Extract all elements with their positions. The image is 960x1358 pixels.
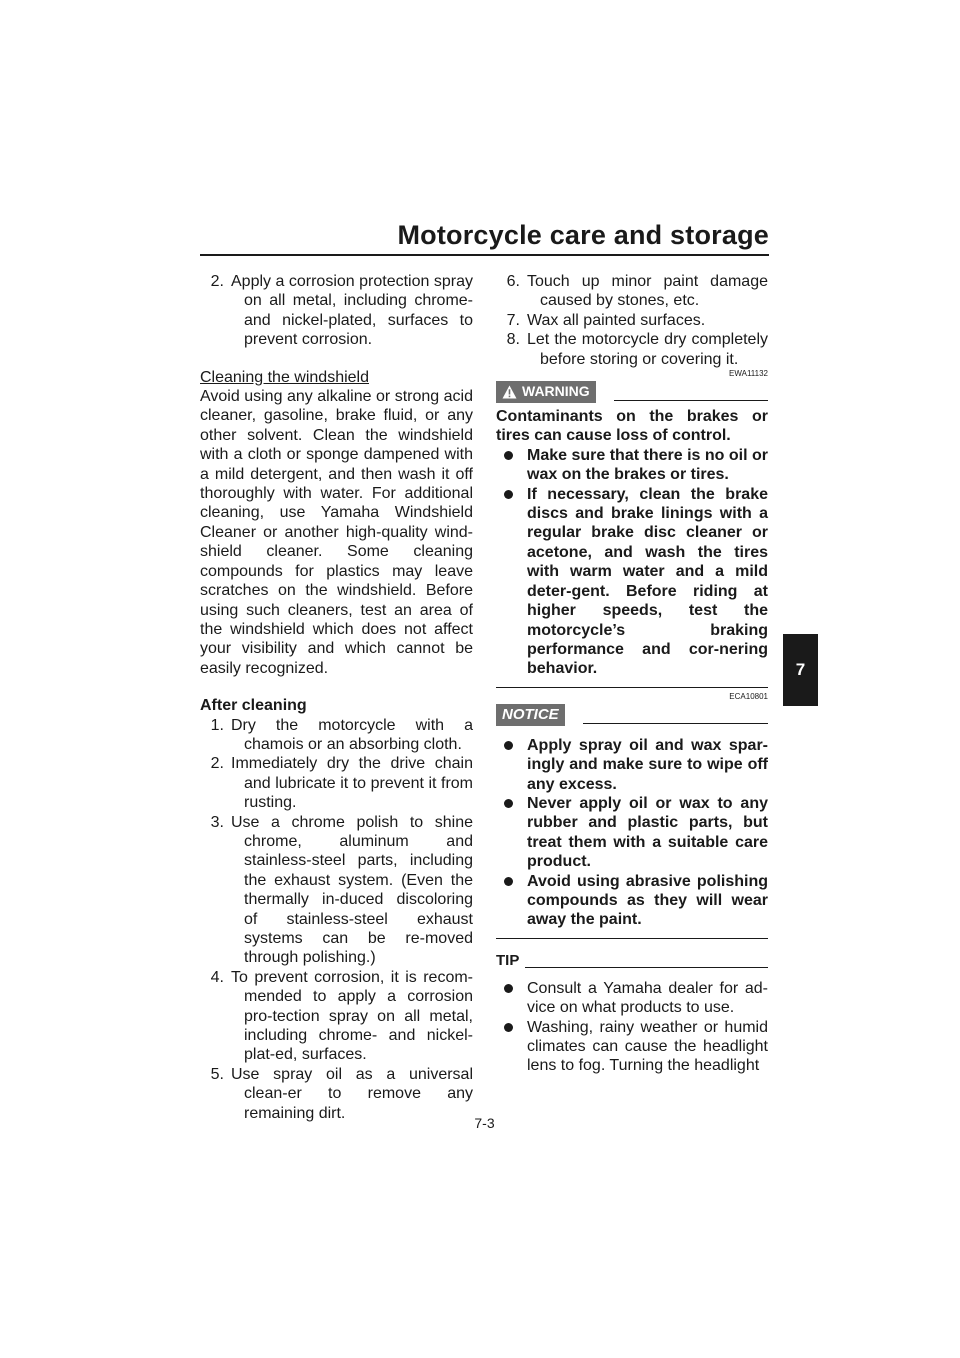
tip-header-rule (525, 967, 768, 968)
tip-label: TIP (496, 951, 520, 969)
warning-triangle-icon (502, 385, 517, 399)
tip-bullet-text: Washing, rainy weather or humid climates can cause the headlight lens to fog. Turning the headlight (527, 1018, 768, 1075)
step-number: 2. (210, 273, 224, 290)
step-text: Use spray oil as a universal clean-er to remove any remaining dirt. (231, 1065, 473, 1122)
warning-bullet-text: If necessary, clean the brake discs and brake linings with a regular brake disc cleaner or acetone, and wash the tires with warm water and a mild deter-gent. Before riding at higher speeds, test the motorcycle’s braking performance and cor-nering behavior. (527, 485, 768, 678)
step-item (200, 968, 473, 1065)
title-rule (200, 254, 769, 256)
step-number: 2. (210, 755, 224, 773)
notice-bullet-text: Apply spray oil and wax spar-ingly and make sure to wipe off any excess. (527, 736, 768, 793)
step-item (200, 754, 473, 812)
tip-header (496, 951, 768, 969)
step-number: 4. (210, 968, 224, 986)
step-item (200, 272, 473, 350)
step-number: 1. (210, 716, 224, 734)
step-text: Immediately dry the drive chain and lubricate it to prevent it from rusting. (231, 755, 473, 812)
step-text: Use a chrome polish to shine chrome, aluminum and stainless-steel parts, including the exhaust system. (Even the thermally in-duced discoloring of stainless-steel exhaust systems can be re-moved through polishing.) (231, 813, 473, 967)
step-item (496, 272, 768, 311)
step-text: Apply a corrosion protection spray on all metal, including chrome- and nickel-plated, surfaces to prevent corrosion. (231, 273, 473, 349)
step-text: To prevent corrosion, it is recom-mended to apply a corrosion pro-tection spray on all metal, including chrome- and nickel-plat-ed, surfaces. (231, 968, 473, 1064)
left-column (200, 272, 473, 1123)
notice-bullet-text: Avoid using abrasive polishing compounds as they will wear away the paint. (527, 872, 768, 929)
notice-reference-code: ECA10801 (729, 691, 768, 701)
notice-header (496, 702, 768, 726)
windshield-paragraph: Avoid using any alkaline or strong acid cleaner, gasoline, brake fluid, or any other solvent. Clean the windshield with a cloth or sponge dampened with a mild detergent, and then wash it off thoroughly with water. For additional cleaning, use Yamaha Windshield Cleaner or another high-quality wind-shield cleaner. Some cleaning compounds for plastics may leave scratches on the windshield. Before using such cleaners, test an area of the windshield which does not affect your visibility and which cannot be easily recognized. (200, 388, 473, 677)
tip-bullet (496, 1018, 768, 1076)
warning-header (496, 379, 768, 403)
notice-header-rule (583, 723, 768, 724)
step-number: 5. (210, 1065, 224, 1083)
warning-bullet (496, 485, 768, 679)
tip-bullet-text: Consult a Yamaha dealer for ad-vice on what products to use. (527, 979, 768, 1017)
warning-badge (496, 381, 596, 403)
step-text: Let the motorcycle dry completely before storing or covering it. (527, 331, 768, 368)
step-text: Wax all painted surfaces. (527, 311, 706, 329)
step-number: 3. (210, 813, 224, 831)
warning-label: WARNING (522, 383, 590, 400)
step-text: Touch up minor paint damage caused by stones, etc. (527, 273, 768, 310)
right-column (496, 272, 768, 1076)
warning-bullet-text: Make sure that there is no oil or wax on the brakes or tires. (527, 446, 768, 484)
section-heading-after-cleaning: After cleaning (200, 697, 307, 715)
warning-header-rule (614, 400, 768, 401)
warning-reference-code: EWA11132 (729, 369, 768, 379)
tip-bullet (496, 979, 768, 1018)
bullet-dot-icon (504, 984, 513, 993)
notice-bullet (496, 794, 768, 872)
section-heading-windshield: Cleaning the windshield (200, 368, 369, 386)
page-number: 7-3 (474, 1115, 495, 1131)
step-item (496, 330, 768, 369)
step-number: 6. (506, 273, 520, 290)
bullet-dot-icon (504, 741, 513, 750)
notice-bottom-rule (496, 938, 768, 939)
bullet-dot-icon (504, 1023, 513, 1032)
bullet-dot-icon (504, 877, 513, 886)
step-number: 7. (506, 311, 520, 329)
chapter-tab: 7 (783, 634, 818, 706)
notice-badge: NOTICE (496, 704, 565, 726)
notice-bullet (496, 872, 768, 930)
bullet-dot-icon (504, 490, 513, 499)
bullet-dot-icon (504, 451, 513, 460)
warning-bullet (496, 446, 768, 485)
warning-bottom-rule (496, 687, 768, 688)
step-item (200, 716, 473, 755)
page-title: Motorcycle care and storage (397, 220, 769, 250)
step-item (496, 311, 768, 330)
warning-intro: Contaminants on the brakes or tires can cause loss of control. (496, 408, 768, 445)
notice-bullet-text: Never apply oil or wax to any rubber and plastic parts, but treat them with a suitable care product. (527, 794, 768, 871)
step-item (200, 813, 473, 968)
bullet-dot-icon (504, 799, 513, 808)
step-number: 8. (506, 331, 520, 349)
step-text: Dry the motorcycle with a chamois or an absorbing cloth. (231, 716, 473, 753)
notice-bullet (496, 736, 768, 794)
